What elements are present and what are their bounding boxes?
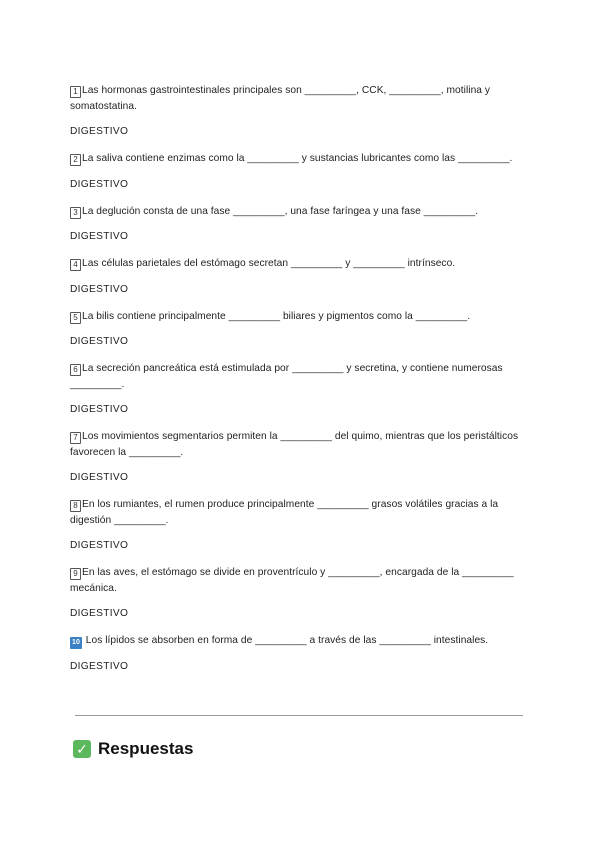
keycap-number-icon: 10 [70, 637, 82, 649]
question-text: Las hormonas gastrointestinales principales son _________, CCK, _________, motilina y somatostatina. [70, 85, 491, 112]
question-item [70, 497, 530, 551]
question-list [70, 83, 530, 686]
question-text-row [70, 309, 530, 325]
category-tag: DIGESTIVO [70, 540, 129, 551]
question-text: La secreción pancreática está estimulada por _________ y secretina, y contiene numerosas _________. [70, 363, 503, 390]
question-item [70, 83, 530, 137]
keycap-number-icon: 6 [70, 364, 81, 376]
keycap-number-icon: 2 [70, 154, 81, 166]
question-item [70, 565, 530, 619]
question-item [70, 204, 530, 243]
question-text-row [70, 565, 530, 596]
question-text-row [70, 256, 530, 272]
category-tag: DIGESTIVO [70, 336, 129, 347]
category-tag: DIGESTIVO [70, 404, 129, 415]
question-text-row [70, 429, 530, 460]
question-text: La bilis contiene principalmente _________ biliares y pigmentos como la _________. [82, 310, 471, 322]
question-item [70, 429, 530, 483]
question-text: La saliva contiene enzimas como la _________ y sustancias lubricantes como las _________. [82, 153, 513, 164]
keycap-number-icon: 3 [70, 207, 81, 219]
keycap-number-icon: 7 [70, 432, 81, 444]
keycap-number-icon: 4 [70, 259, 81, 271]
question-text-row [70, 83, 530, 114]
question-text: En los rumiantes, el rumen produce principalmente _________ grasos volátiles gracias a la digestión _________. [70, 499, 499, 526]
keycap-number-icon: 8 [70, 500, 81, 512]
question-text-row [70, 151, 530, 167]
question-item [70, 309, 530, 348]
keycap-number-icon: 5 [70, 312, 81, 324]
check-mark-icon: ✓ [73, 740, 91, 758]
keycap-number-icon: 1 [70, 86, 81, 98]
category-tag: DIGESTIVO [70, 661, 129, 672]
category-tag: DIGESTIVO [70, 178, 129, 190]
horizontal-divider [75, 715, 523, 716]
answers-heading-text: Respuestas [98, 739, 194, 758]
question-item [70, 633, 530, 672]
category-tag: DIGESTIVO [70, 283, 129, 295]
question-item [70, 361, 530, 415]
question-text-row [70, 204, 530, 220]
question-item [70, 151, 530, 190]
category-tag: DIGESTIVO [70, 126, 129, 137]
category-tag: DIGESTIVO [70, 608, 129, 619]
category-tag: DIGESTIVO [70, 472, 129, 483]
question-text-row [70, 361, 530, 392]
keycap-number-icon: 9 [70, 568, 81, 580]
question-text: Las células parietales del estómago secretan _________ y _________ intrínseco. [82, 258, 456, 269]
question-text: La deglución consta de una fase _________, una fase faríngea y una fase _________. [82, 205, 479, 217]
question-text-row [70, 633, 530, 649]
question-text: En las aves, el estómago se divide en proventrículo y _________, encargada de la _________ mecánica. [70, 567, 514, 594]
category-tag: DIGESTIVO [70, 231, 129, 242]
question-text-row [70, 497, 530, 528]
question-text: Los movimientos segmentarios permiten la _________ del quimo, mientras que los peristálticos favorecen la _________. [70, 431, 519, 458]
answers-heading [73, 739, 193, 759]
question-text: Los lípidos se absorben en forma de _________ a través de las _________ intestinales. [82, 635, 489, 646]
question-item [70, 256, 530, 295]
